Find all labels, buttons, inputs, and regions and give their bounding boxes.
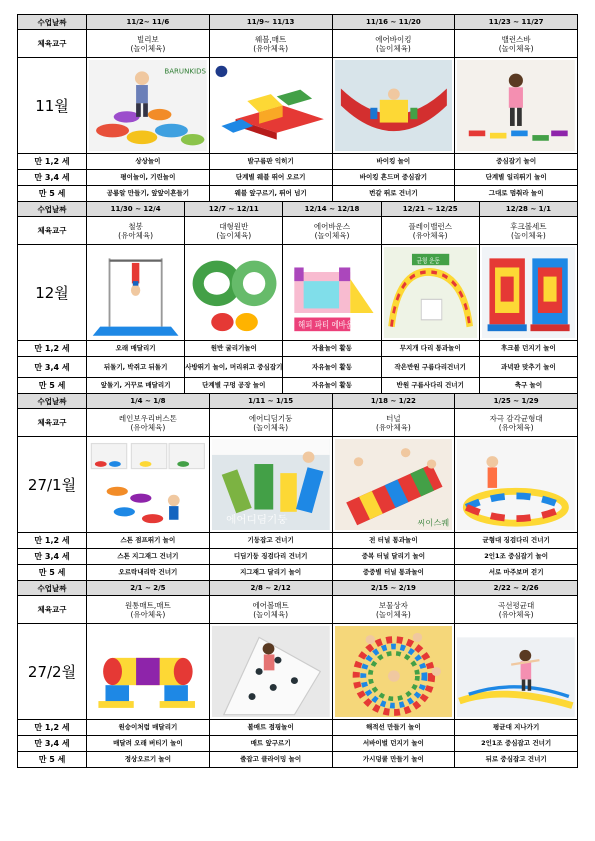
activity-cell: 축구 놀이 bbox=[514, 381, 543, 389]
equipment-photo-cell bbox=[455, 624, 577, 719]
activity-cell: 뒤로 중심잡고 건너기 bbox=[485, 755, 547, 763]
equipment-row bbox=[18, 596, 577, 624]
equipment-photo bbox=[212, 439, 330, 530]
equipment-photo bbox=[89, 626, 207, 717]
month-block bbox=[17, 580, 578, 768]
activity-cell: 번갈 뛰로 건너기 bbox=[333, 186, 456, 201]
age-label: 만 5 세 bbox=[18, 565, 87, 580]
week-date: 1/4 ~ 1/8 bbox=[87, 394, 210, 408]
activity-cell: 바이킹 놀이 bbox=[333, 154, 456, 169]
equipment-photo-cell bbox=[210, 58, 333, 153]
equipment-name: 자극 감각균형대 bbox=[489, 413, 543, 423]
equipment-category: (유아체육) bbox=[118, 230, 154, 240]
date-cells bbox=[87, 202, 577, 216]
month-label: 11월 bbox=[18, 58, 87, 153]
activity-cells bbox=[87, 378, 577, 393]
week-date: 12/28 ~ 1/1 bbox=[480, 202, 577, 216]
equipment-cell bbox=[455, 596, 577, 623]
date-header: 수업날짜 bbox=[18, 394, 87, 408]
equipment-photo bbox=[457, 626, 575, 717]
activity-row bbox=[18, 720, 577, 736]
activity-cell: 작은반원 구름다리건너기 bbox=[382, 357, 480, 377]
equipment-cell bbox=[87, 409, 210, 436]
activity-row bbox=[18, 736, 577, 752]
equipment-photo bbox=[212, 60, 330, 151]
equipment-category: (놀이체육) bbox=[253, 609, 289, 619]
activity-cell: 바이킹 흔드며 중심잡기 bbox=[333, 170, 456, 185]
image-cells bbox=[87, 437, 577, 532]
activity-cell: 스톤 점프뛰기 놀이 bbox=[87, 533, 210, 548]
image-cells bbox=[87, 58, 577, 153]
activity-cell: 스톤 지그재그 건너기 bbox=[87, 549, 210, 564]
equipment-cells bbox=[87, 217, 577, 244]
svg-text:에어디딤기둥: 에어디딤기둥 bbox=[225, 514, 288, 527]
colorful-balance-stones-with-child-photo bbox=[89, 60, 207, 151]
activity-cell: 원숭이처럼 매달리기 bbox=[87, 720, 210, 735]
equipment-category: (유아체육) bbox=[498, 422, 534, 432]
age-label: 만 3,4 세 bbox=[18, 170, 87, 185]
activity-row bbox=[18, 533, 577, 549]
equipment-category: (놀이체육) bbox=[314, 230, 350, 240]
activity-cells bbox=[87, 357, 577, 377]
equipment-cell bbox=[455, 409, 577, 436]
activity-cell: 원반 굴리기놀이 bbox=[185, 341, 283, 356]
week-date: 12/21 ~ 12/25 bbox=[382, 202, 480, 216]
equipment-category: (유아체육) bbox=[130, 609, 166, 619]
equipment-photo bbox=[335, 626, 453, 717]
equipment-name: 철봉 bbox=[128, 221, 143, 231]
equipment-photo-cell bbox=[87, 437, 210, 532]
hook-ball-target-stands-photo bbox=[482, 247, 575, 338]
age-label: 만 5 세 bbox=[18, 378, 87, 393]
equipment-photo bbox=[335, 439, 453, 530]
activity-cell: 볼매트 점핑놀이 bbox=[210, 720, 333, 735]
age-label: 만 1,2 세 bbox=[18, 341, 87, 356]
activity-cell: 2인1조 중심잡기 놀이 bbox=[484, 552, 549, 560]
equipment-category: (유아체육) bbox=[375, 422, 411, 432]
age-label: 만 5 세 bbox=[18, 186, 87, 201]
activity-cell: 단계별 웨블 뛰어 오르기 bbox=[210, 170, 333, 185]
age-label: 만 1,2 세 bbox=[18, 533, 87, 548]
activity-cells bbox=[87, 533, 577, 548]
river-stones-collage-photo bbox=[89, 439, 207, 530]
week-date: 2/8 ~ 2/12 bbox=[210, 581, 333, 595]
equipment-photo-cell bbox=[455, 437, 577, 532]
activity-row bbox=[18, 170, 577, 186]
equipment-photo-cell bbox=[283, 245, 381, 340]
schedule-table bbox=[17, 14, 578, 768]
equipment-category: (놀이체육) bbox=[375, 43, 411, 53]
activity-cells bbox=[87, 752, 577, 767]
activity-cell: 중중별 터널 통과놀이 bbox=[333, 565, 456, 580]
equipment-photo bbox=[335, 60, 453, 151]
activity-cell: 공룡알 만들기, 앞앞이흔들기 bbox=[87, 186, 210, 201]
equipment-category: (놀이체육) bbox=[375, 609, 411, 619]
equipment-cell bbox=[210, 409, 333, 436]
rainbow-balance-path-photo bbox=[384, 247, 477, 338]
activity-cell: 단계별 일리뛰기 놀이 bbox=[485, 173, 547, 181]
equipment-photo bbox=[384, 247, 477, 338]
equipment-cell bbox=[87, 217, 185, 244]
activity-cell: 평균대 지나가기 bbox=[493, 723, 540, 731]
activity-cell: 오르락내리락 건너기 bbox=[87, 565, 210, 580]
activity-row bbox=[18, 752, 577, 767]
date-header: 수업날짜 bbox=[18, 581, 87, 595]
activity-cell: 중복 터널 달리기 놀이 bbox=[333, 549, 456, 564]
date-cells bbox=[87, 394, 577, 408]
equipment-photo bbox=[212, 626, 330, 717]
month-block bbox=[17, 14, 578, 201]
activity-cell: 서로 마주보며 걷기 bbox=[488, 568, 544, 576]
activity-cell: 과녁판 맞추기 놀이 bbox=[501, 362, 556, 371]
image-row bbox=[18, 58, 577, 154]
equipment-name: 원통매트,매트 bbox=[124, 600, 171, 610]
activity-cell: 사방뛰기 놀이, 머리위고 중심잡기 bbox=[185, 357, 283, 377]
equipment-cell bbox=[480, 217, 577, 244]
activity-cells bbox=[87, 720, 577, 735]
equipment-photo-cell bbox=[210, 437, 333, 532]
equipment-photo bbox=[457, 60, 575, 151]
child-climbing-wall-mat-photo bbox=[212, 626, 330, 717]
child-on-balance-bars-photo bbox=[457, 60, 575, 151]
month-label: 27/1월 bbox=[18, 437, 87, 532]
activity-row bbox=[18, 565, 577, 580]
equipment-cell bbox=[333, 30, 456, 57]
week-date: 2/1 ~ 2/5 bbox=[87, 581, 210, 595]
equipment-cells bbox=[87, 409, 577, 436]
equipment-name: 밸런스바 bbox=[501, 34, 531, 44]
equipment-cells bbox=[87, 30, 577, 57]
week-date: 1/11 ~ 1/15 bbox=[210, 394, 333, 408]
equipment-name: 보물상자 bbox=[378, 600, 408, 610]
equipment-category: (놀이체육) bbox=[216, 230, 252, 240]
child-on-curved-beam-photo bbox=[457, 626, 575, 717]
month-block bbox=[17, 201, 578, 393]
equipment-name: 곡선평균대 bbox=[498, 600, 535, 610]
equipment-photo bbox=[482, 247, 575, 338]
equipment-cell bbox=[333, 409, 456, 436]
week-date: 1/18 ~ 1/22 bbox=[333, 394, 456, 408]
equipment-photo bbox=[187, 247, 280, 338]
date-row bbox=[18, 202, 577, 217]
equipment-row bbox=[18, 30, 577, 58]
equipment-photo bbox=[457, 439, 575, 530]
activity-cells bbox=[87, 736, 577, 751]
activity-cells bbox=[87, 170, 577, 185]
activity-row bbox=[18, 154, 577, 170]
equipment-category: (놀이체육) bbox=[130, 43, 166, 53]
activity-cell: 자유놀이 활동 bbox=[283, 357, 381, 377]
green-ring-and-discs-photo bbox=[187, 247, 280, 338]
activity-cell: 디딤기둥 징검다리 건너기 bbox=[210, 549, 333, 564]
equipment-cell bbox=[210, 596, 333, 623]
week-date: 11/16 ~ 11/20 bbox=[333, 15, 456, 29]
equipment-cell bbox=[455, 30, 577, 57]
week-date: 11/2~ 11/6 bbox=[87, 15, 210, 29]
activity-cell: 가시덩쿨 만들기 놀이 bbox=[333, 752, 456, 767]
activity-cell: 매트 앞구르기 bbox=[210, 736, 333, 751]
activity-cell: 뒤돌기, 박쥐고 뒤돌기 bbox=[87, 357, 185, 377]
week-date: 11/23 ~ 11/27 bbox=[455, 15, 577, 29]
month-label: 27/2월 bbox=[18, 624, 87, 719]
activity-cell: 전 터널 통과놀이 bbox=[333, 533, 456, 548]
activity-cell: 균형대 징검다리 건너기 bbox=[482, 536, 550, 544]
equipment-photo-cell bbox=[333, 58, 456, 153]
equipment-name: 에어바운스 bbox=[313, 221, 351, 231]
week-date: 11/9~ 11/13 bbox=[210, 15, 333, 29]
week-date: 2/15 ~ 2/19 bbox=[333, 581, 456, 595]
activity-cell: 발구름판 익히기 bbox=[210, 154, 333, 169]
equipment-cell bbox=[87, 30, 210, 57]
activity-cell: 2인1조 중심잡고 건너기 bbox=[481, 739, 552, 747]
activity-cell: 앞돌기, 거꾸로 매달리기 bbox=[87, 378, 185, 393]
equipment-name: 후크볼세트 bbox=[510, 221, 547, 231]
svg-text:씨이스퀘: 씨이스퀘 bbox=[416, 517, 449, 528]
activity-cell: 웨블 앞구르기, 뛰어 넘기 bbox=[210, 186, 333, 201]
date-cells bbox=[87, 15, 577, 29]
equipment-name: 에어바이킹 bbox=[375, 34, 412, 44]
equipment-cell bbox=[382, 217, 480, 244]
equipment-cell bbox=[87, 596, 210, 623]
equipment-photo-cell bbox=[333, 624, 456, 719]
equipment-photo-cell bbox=[87, 624, 210, 719]
equipment-category: (놀이체육) bbox=[498, 43, 534, 53]
age-label: 만 3,4 세 bbox=[18, 549, 87, 564]
equipment-name: 터널 bbox=[386, 413, 401, 423]
equipment-photo-cell bbox=[382, 245, 480, 340]
inflatable-bounce-house-photo bbox=[285, 247, 378, 338]
week-date: 12/7 ~ 12/11 bbox=[185, 202, 283, 216]
red-air-viking-boat-photo bbox=[335, 60, 453, 151]
equipment-cell bbox=[210, 30, 333, 57]
age-label: 만 3,4 세 bbox=[18, 357, 87, 377]
activity-cell: 단계별 구멍 공장 놀이 bbox=[185, 378, 283, 393]
svg-text:BARUNKIDS: BARUNKIDS bbox=[164, 67, 206, 76]
week-date: 1/25 ~ 1/29 bbox=[455, 394, 577, 408]
equipment-name: 레인보우리버스톤 bbox=[118, 413, 177, 423]
age-label: 만 1,2 세 bbox=[18, 720, 87, 735]
equipment-name: 빌리보 bbox=[137, 34, 159, 44]
equipment-photo-cell bbox=[455, 58, 577, 153]
activity-cell: 중심잡기 놀이 bbox=[496, 157, 537, 165]
equipment-name: 플레이밸런스 bbox=[408, 221, 452, 231]
activity-cell: 정상오르기 놀이 bbox=[87, 752, 210, 767]
activity-cells bbox=[87, 154, 577, 169]
equipment-photo-cell bbox=[87, 58, 210, 153]
equipment-header: 체육교구 bbox=[18, 30, 87, 57]
activity-row bbox=[18, 378, 577, 393]
equipment-cell bbox=[283, 217, 381, 244]
activity-cell: 기둥잡고 건너기 bbox=[210, 533, 333, 548]
equipment-photo-cell bbox=[185, 245, 283, 340]
equipment-header: 체육교구 bbox=[18, 409, 87, 436]
activity-row bbox=[18, 549, 577, 565]
activity-cell: 지그재그 달리기 놀이 bbox=[210, 565, 333, 580]
week-date: 12/14 ~ 12/18 bbox=[283, 202, 381, 216]
colorful-tunnel-photo bbox=[335, 439, 453, 530]
activity-cell: 서바이벌 던지기 놀이 bbox=[333, 736, 456, 751]
activity-cell: 자율놀이 활동 bbox=[283, 341, 381, 356]
image-row bbox=[18, 245, 577, 341]
activity-cell: 해적선 만들기 놀이 bbox=[333, 720, 456, 735]
equipment-photo-cell bbox=[210, 624, 333, 719]
equipment-photo-cell bbox=[480, 245, 577, 340]
equipment-category: (유아체육) bbox=[253, 43, 289, 53]
cylinder-mat-on-blocks-photo bbox=[89, 626, 207, 717]
activity-cell: 오래 매달리기 bbox=[87, 341, 185, 356]
activity-cell: 자유놀이 활동 bbox=[283, 378, 381, 393]
equipment-name: 에어디딤기둥 bbox=[248, 413, 293, 423]
foam-mat-blocks-photo bbox=[212, 60, 330, 151]
date-cells bbox=[87, 581, 577, 595]
image-cells bbox=[87, 624, 577, 719]
equipment-category: (놀이체육) bbox=[510, 230, 546, 240]
age-label: 만 5 세 bbox=[18, 752, 87, 767]
equipment-row bbox=[18, 409, 577, 437]
equipment-cell bbox=[185, 217, 283, 244]
activity-row bbox=[18, 186, 577, 201]
month-label: 12월 bbox=[18, 245, 87, 340]
date-header: 수업날짜 bbox=[18, 15, 87, 29]
equipment-cells bbox=[87, 596, 577, 623]
activity-cell: 무지개 다리 통과놀이 bbox=[382, 341, 480, 356]
equipment-photo bbox=[89, 247, 182, 338]
activity-cell: 상상놀이 bbox=[87, 154, 210, 169]
image-row bbox=[18, 624, 577, 720]
activity-cell: 후크볼 던지기 놀이 bbox=[501, 344, 556, 352]
week-date: 11/30 ~ 12/4 bbox=[87, 202, 185, 216]
equipment-row bbox=[18, 217, 577, 245]
activity-row bbox=[18, 357, 577, 378]
svg-text:균형 운동: 균형 운동 bbox=[416, 257, 440, 266]
image-cells bbox=[87, 245, 577, 340]
image-row bbox=[18, 437, 577, 533]
activity-row bbox=[18, 341, 577, 357]
equipment-photo bbox=[89, 60, 207, 151]
date-row bbox=[18, 581, 577, 596]
equipment-header: 체육교구 bbox=[18, 217, 87, 244]
sensory-balance-beam-circle-photo bbox=[457, 439, 575, 530]
equipment-photo bbox=[89, 439, 207, 530]
date-header: 수업날짜 bbox=[18, 202, 87, 216]
date-row bbox=[18, 15, 577, 30]
equipment-category: (놀이체육) bbox=[253, 422, 289, 432]
activity-cell: 반원 구름사다리 건너기 bbox=[382, 378, 480, 393]
activity-cell: 매달려 오래 버티기 놀이 bbox=[87, 736, 210, 751]
equipment-name: 대형원반 bbox=[219, 221, 249, 231]
activity-cells bbox=[87, 565, 577, 580]
equipment-category: (유아체육) bbox=[412, 230, 448, 240]
week-date: 2/22 ~ 2/26 bbox=[455, 581, 577, 595]
equipment-category: (유아체육) bbox=[498, 609, 534, 619]
child-hanging-on-bar-photo bbox=[89, 247, 182, 338]
activity-cell: 줄잡고 클라이밍 놀이 bbox=[210, 752, 333, 767]
activity-cells bbox=[87, 341, 577, 356]
equipment-photo-cell bbox=[87, 245, 185, 340]
activity-cells bbox=[87, 549, 577, 564]
equipment-name: 에어볼매트 bbox=[252, 600, 289, 610]
svg-text:해피 파티 에바운스: 해피 파티 에바운스 bbox=[298, 319, 361, 330]
air-stepping-pillars-photo bbox=[212, 439, 330, 530]
month-block bbox=[17, 393, 578, 580]
equipment-photo-cell bbox=[333, 437, 456, 532]
equipment-category: (유아체육) bbox=[130, 422, 166, 432]
equipment-cell bbox=[333, 596, 456, 623]
age-label: 만 3,4 세 bbox=[18, 736, 87, 751]
equipment-header: 체육교구 bbox=[18, 596, 87, 623]
children-in-rainbow-circle-photo bbox=[335, 626, 453, 717]
equipment-name: 웨블,매트 bbox=[254, 34, 287, 44]
age-label: 만 1,2 세 bbox=[18, 154, 87, 169]
equipment-photo bbox=[285, 247, 378, 338]
activity-cells bbox=[87, 186, 577, 201]
activity-cell: 그대로 멈춰라 놀이 bbox=[488, 189, 544, 197]
date-row bbox=[18, 394, 577, 409]
activity-cell: 평이놀이, 기린놀이 bbox=[87, 170, 210, 185]
